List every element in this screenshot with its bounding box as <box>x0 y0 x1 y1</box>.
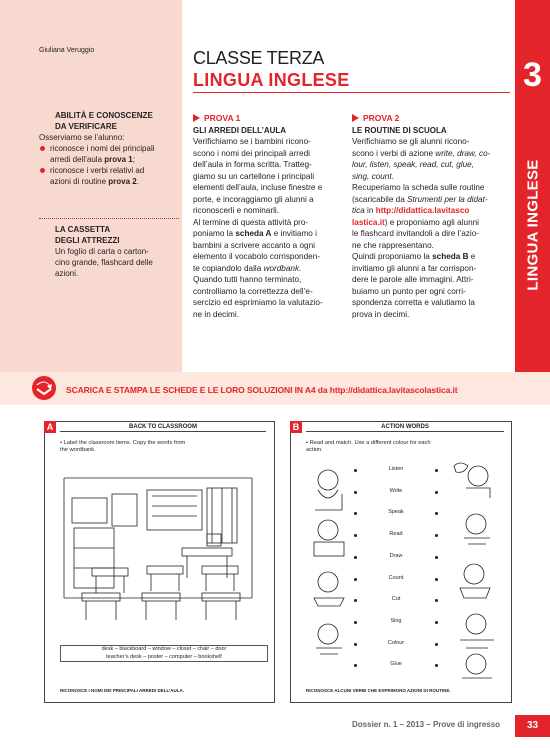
text-line: giamo su un cartellone i principali <box>193 171 315 181</box>
action-word: Glue <box>390 661 402 668</box>
text-line: Quando tutti hanno terminato, <box>193 275 302 284</box>
intro: Osserviamo se l’alunno: <box>39 133 125 142</box>
author: Giuliana Veruggio <box>39 47 95 54</box>
wordbank: desk – blackboard – window – closet – chair – door teacher’s desk – poster – computer – bookshelf <box>60 645 268 662</box>
text-line: dere le parole alle immagini. Attri- <box>352 275 474 284</box>
prova2-label: PROVA 2 <box>352 113 504 125</box>
prova1-label: PROVA 1 <box>193 113 343 125</box>
text-line: poniamo la scheda A e invitiamo i <box>193 229 317 238</box>
section-number: 3 <box>523 56 542 94</box>
action-word: Speak <box>388 509 404 516</box>
text-line: sing, count. <box>352 171 394 181</box>
text-line: bambini a scrivere accanto a ogni <box>193 240 315 250</box>
text-line: invitiamo gli alunni a far corrispon- <box>352 263 477 273</box>
text-line: scono i nomi dei principali arredi <box>193 148 310 158</box>
prova1-column <box>193 113 343 320</box>
title-rule <box>193 92 510 93</box>
text-line: te copiandolo dalla wordbank. <box>193 263 302 273</box>
action-word: Count <box>388 574 404 581</box>
text-line: Quindi proponiamo la scheda B e <box>352 252 476 261</box>
text-line: sercizio ed esprimiamo la valutazio- <box>193 298 323 307</box>
text-line: porte, e incoraggiamo gli alunni a <box>193 194 314 204</box>
action-illustrations <box>300 458 505 683</box>
prova2-subtitle: LE ROUTINE DI SCUOLA <box>352 125 447 135</box>
abilita-title-1: ABILITÀ E CONOSCENZE <box>55 111 153 120</box>
download-arrow-icon <box>32 376 56 400</box>
abilita-section <box>39 110 179 187</box>
classroom-illustration <box>52 458 265 632</box>
arrow-right-icon <box>193 114 200 122</box>
worksheet-b-badge: B <box>290 421 302 433</box>
page-number: 33 <box>515 715 550 737</box>
action-word: Cut <box>391 596 401 603</box>
footer-text: Dossier n. 1 – 2013 – Prove di ingresso <box>352 720 501 729</box>
didattica-link[interactable]: http://didattica.lavitasco <box>375 206 470 215</box>
worksheet-b-instructions: • Read and match. Use a different colour for each action. <box>306 440 431 454</box>
action-word: Sing <box>390 617 402 624</box>
worksheet-a-footer: RICONOSCE I NOMI DEI PRINCIPALI ARREDI DELL’AULA. <box>60 688 185 693</box>
prova2-column <box>352 113 504 320</box>
text-line: spondenza corretta e valutiamo la <box>352 298 475 307</box>
text-line: lour, listen, speak, read, cut, glue, <box>352 160 474 169</box>
text-line: tica in http://didattica.lavitasco <box>352 206 470 215</box>
text-line: riconoscerli e nominarli. <box>193 206 280 215</box>
text-line: elemento il vocabolo corrisponden- <box>193 252 320 261</box>
worksheet-a-title: BACK TO CLASSROOM <box>60 424 266 432</box>
cassetta-section <box>39 224 179 279</box>
divider <box>39 218 179 219</box>
page-title: CLASSE TERZA <box>193 48 325 68</box>
worksheet-a-badge: A <box>44 421 56 433</box>
text-line: dell’aula in forma scritta. Tratteg- <box>193 160 312 169</box>
text-line: controlliamo la correttezza dell’e- <box>193 286 313 296</box>
cassetta-line: azioni. <box>55 269 79 278</box>
text-line: scono i verbi di azione write, draw, co- <box>352 148 491 158</box>
bullet-2: riconosce i verbi relativi ad azioni di routine prova 2. <box>39 165 179 187</box>
action-word: Listen <box>388 466 404 472</box>
cassetta-line: Un foglio di carta o carton- <box>55 247 149 256</box>
cassetta-line: cino grande, flashcard delle <box>55 258 153 267</box>
arrow-right-icon <box>352 114 359 122</box>
banner-link[interactable]: http://didattica.lavitascolastica.it <box>329 385 458 395</box>
text-line: (scaricabile da Strumenti per la didat- <box>352 194 488 204</box>
text-line: elementi dell’aula, incluse finestre e <box>193 183 323 192</box>
text-line: Verifichiamo se i bambini ricono- <box>193 137 311 146</box>
text-line: Verifichiamo se gli alunni ricono- <box>352 137 470 146</box>
didattica-link[interactable]: lastica.it <box>352 217 385 227</box>
abilita-title-2: DA VERIFICARE <box>55 122 117 131</box>
worksheet-b-footer: RICONOSCE ALCUNI VERBI CHE ESPRIMONO AZIONI DI ROUTINE. <box>306 688 451 693</box>
action-word: Colour <box>387 639 405 646</box>
text-line: le flashcard invitandoli a dire l’azio- <box>352 229 479 238</box>
text-line: prova in decimi. <box>352 309 410 319</box>
bullet-1: riconosce i nomi dei principali arredi dell’aula prova 1; <box>39 143 179 165</box>
text-line: Al termine di questa attività pro- <box>193 217 309 227</box>
action-word: Read <box>389 531 403 538</box>
prova1-subtitle: GLI ARREDI DELL’AULA <box>193 125 287 135</box>
text-line: ne in decimi. <box>193 309 239 319</box>
action-word: Write <box>389 487 403 494</box>
action-word: Draw <box>389 552 403 559</box>
worksheet-b-title: ACTION WORDS <box>306 424 504 432</box>
side-tab-label: LINGUA INGLESE <box>524 159 541 291</box>
worksheet-a-instructions: • Label the classroom items. Copy the words from the wordbank. <box>60 440 186 454</box>
text-line: Recuperiamo la scheda sulle routine <box>352 183 485 192</box>
banner-text: SCARICA E STAMPA LE SCHEDE E LE LORO SOLUZIONI IN A4 da http://didattica.lavitascolastica.it <box>66 385 458 395</box>
text-line: lastica.it) e proponiamo agli alunni <box>352 217 479 227</box>
cassetta-title-1: LA CASSETTA <box>55 225 111 234</box>
page-subtitle: LINGUA INGLESE <box>193 70 350 90</box>
text-line: buiamo un punto per ogni corri- <box>352 286 466 296</box>
cassetta-title-2: DEGLI ATTREZZI <box>55 236 120 245</box>
text-line: ne che rappresentano. <box>352 240 434 250</box>
